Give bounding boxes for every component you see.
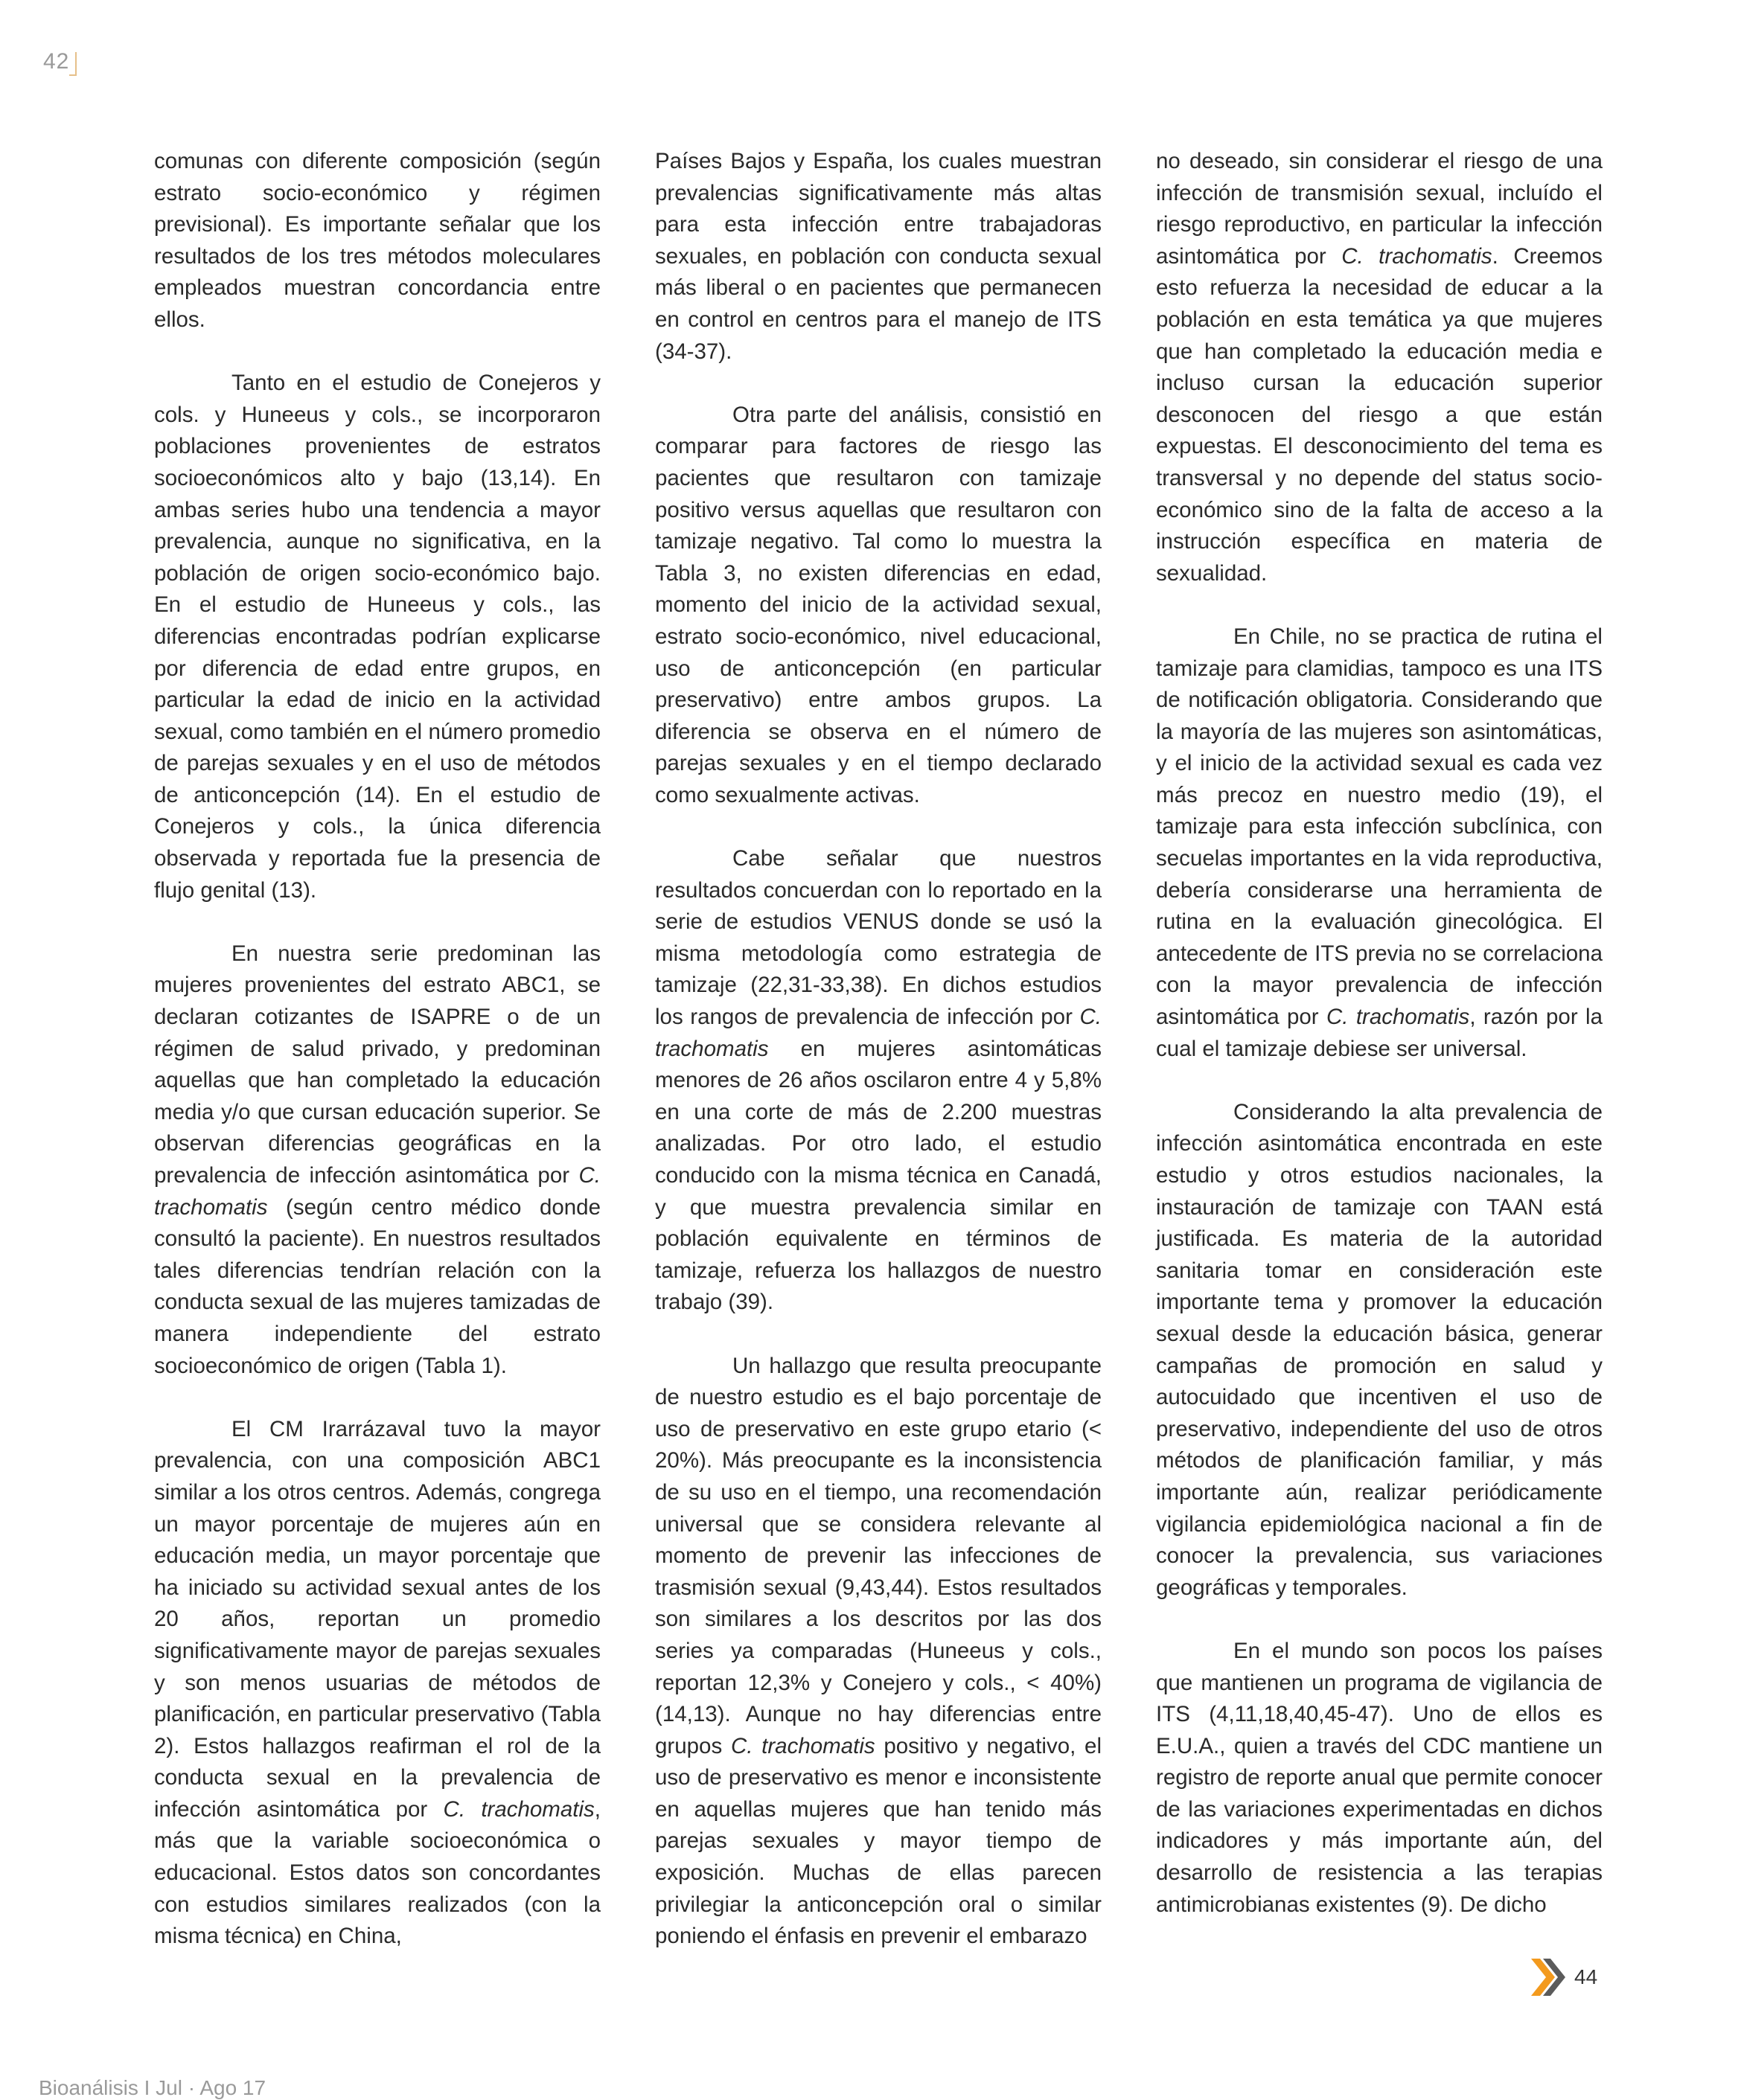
paragraph: Otra parte del análisis, consistió en comparar para factores de riesgo las pacientes que resultaron con tamizaje positivo versus aquellas que resultaron con tamizaje negativo. Tal como lo muestra la Tabla 3, no existen diferencias en edad, momento del inicio de la actividad sexual, estrato socio-económico, nivel educacional, uso de anticoncepción (en particular preservativo) entre ambos grupos. La diferencia se observa en el número de parejas sexuales y en el tiempo declarado como sexualmente activas. [655, 402, 1102, 807]
page-number: 42 [43, 49, 70, 74]
publication-footer: Bioanálisis I Jul · Ago 17 [39, 2076, 266, 2099]
paragraph: Tanto en el estudio de Conejeros y cols. y Huneeus y cols., se incorporaron poblaciones provenientes de estratos socioeconómicos alto y bajo (13,14). En ambas series hubo una tendencia a mayor prevalencia, aunque no significativa, en la población de origen socio-económico bajo. En el estudio de Huneeus y cols., las diferencias encontradas podrían explicarse por diferencia de edad entre grupos, en particular la edad de inicio en la actividad sexual, como también en el número promedio de parejas sexuales y en el uso de métodos de anticoncepción (14). En el estudio de Conejeros y cols., la única diferencia observada y reportada fue la presencia de flujo genital (13). [154, 371, 601, 903]
paragraph: Considerando la alta prevalencia de infección asintomática encontrada en este estudio y otros estudios nacionales, la instauración de tamizaje con TAAN está justificada. Es materia de la autoridad sanitaria tomar en consideración este importante tema y promover la educación sexual desde la educación básica, generar campañas de promoción en salud y autocuidado que incentiven el uso de preservativo, independiente del uso de otros métodos de planificación familiar, y más importante aún, realizar periódicamente vigilancia epidemiológica nacional a fin de conocer la prevalencia, sus variaciones geográficas y temporales. [1156, 1099, 1603, 1600]
next-page-number: 44 [1574, 1965, 1598, 1988]
paragraph: no deseado, sin considerar el riesgo de una infección de transmisión sexual, incluído el riesgo reproductivo, en particular la infección asintomática por C. trachomatis. Creemos esto refuerza la necesidad de educar a la población en esta temática ya que mujeres que han completado la educación media e incluso cursan la educación superior desconocen del riesgo a que están expuestas. El desconocimiento del tema es transversal y no depende del status socio-económico sino de la falta de acceso a la instrucción específica en materia de sexualidad. [1156, 149, 1603, 586]
paragraph: Un hallazgo que resulta preocupante de nuestro estudio es el bajo porcentaje de uso de preservativo en este grupo etario (< 20%). Más preocupante es la inconsistencia de su uso en el tiempo, una recomendación universal que se considera relevante al momento de prevenir las infecciones de trasmisión sexual (9,43,44). Estos resultados son similares a los descritos por las dos series ya comparadas (Huneeus y cols., reportan 12,3% y Conejero y cols., < 40%) (14,13). Aunque no hay diferencias entre grupos C. trachomatis positivo y negativo, el uso de preservativo es menor e inconsistente en aquellas mujeres que han tenido más parejas sexuales y mayor tiempo de exposición. Muchas de ellas parecen privilegiar la anticoncepción oral o similar poniendo el énfasis en prevenir el embarazo [655, 1353, 1102, 1949]
text-column-2 [655, 146, 1102, 1953]
text-column-1 [154, 146, 601, 1953]
paragraph: Países Bajos y España, los cuales muestran prevalencias significativamente más altas para esta infección entre trabajadoras sexuales, en población con conducta sexual más liberal o en pacientes que permanecen en control en centros para el manejo de ITS (34-37). [655, 149, 1102, 364]
paragraph: comunas con diferente composición (según estrato socio-económico y régimen previsional). Es importante señalar que los resultados de los tres métodos moleculares empleados muestran concordancia entre ellos. [154, 149, 601, 332]
text-column-3 [1156, 146, 1603, 1921]
paragraph: En Chile, no se practica de rutina el tamizaje para clamidias, tampoco es una ITS de notificación obligatoria. Considerando que la mayoría de las mujeres son asintomáticas, y el inicio de la actividad sexual es cada vez más precoz en nuestro medio (19), el tamizaje para esta infección subclínica, con secuelas importantes en la vida reproductiva, debería considerarse una herramienta de rutina en la evaluación ginecológica. El antecedente de ITS previa no se correlaciona con la mayor prevalencia de infección asintomática por C. trachomatis, razón por la cual el tamizaje debiese ser universal. [1156, 624, 1603, 1061]
paragraph: En nuestra serie predominan las mujeres provenientes del estrato ABC1, se declaran cotizantes de ISAPRE o de un régimen de salud privado, y predominan aquellas que han completado la educación media y/o que cursan educación superior. Se observan diferencias geográficas en la prevalencia de infección asintomática por C. trachomatis (según centro médico donde consultó la paciente). En nuestros resultados tales diferencias tendrían relación con la conducta sexual de las mujeres tamizadas de manera independiente del estrato socioeconómico de origen (Tabla 1). [154, 941, 601, 1378]
paragraph: En el mundo son pocos los países que mantienen un programa de vigilancia de ITS (4,11,18,40,45-47). Uno de ellos es E.U.A., quien a través del CDC mantiene un registro de reporte anual que permite conocer de las variaciones experimentadas en dichos indicadores y más importante aún, del desarrollo de resistencia a las terapias antimicrobianas existentes (9). De dicho [1156, 1638, 1603, 1917]
next-page-link[interactable] [1530, 1957, 1597, 1997]
double-chevron-right-icon [1530, 1957, 1568, 1997]
paragraph: El CM Irarrázaval tuvo la mayor prevalencia, con una composición ABC1 similar a los otros centros. Además, congrega un mayor porcentaje de mujeres aún en educación media, un mayor porcentaje que ha iniciado su actividad sexual antes de los 20 años, reportan un promedio significativamente mayor de parejas sexuales y son menos usuarias de métodos de planificación, en particular preservativo (Tabla 2). Estos hallazgos reafirman el rol de la conducta sexual en la prevalencia de infección asintomática por C. trachomatis, más que la variable socioeconómica o educacional. Estos datos son concordantes con estudios similares realizados (con la misma técnica) en China, [154, 1416, 601, 1949]
paragraph: Cabe señalar que nuestros resultados concuerdan con lo reportado en la serie de estudios VENUS donde se usó la misma metodología como estrategia de tamizaje (22,31-33,38). En dichos estudios los rangos de prevalencia de infección por C. trachomatis en mujeres asintomáticas menores de 26 años oscilaron entre 4 y 5,8% en una corte de más de 2.200 muestras analizadas. Por otro lado, el estudio conducido con la misma técnica en Canadá, y que muestra prevalencia similar en población equivalente en términos de tamizaje, refuerza los hallazgos de nuestro trabajo (39). [655, 846, 1102, 1315]
